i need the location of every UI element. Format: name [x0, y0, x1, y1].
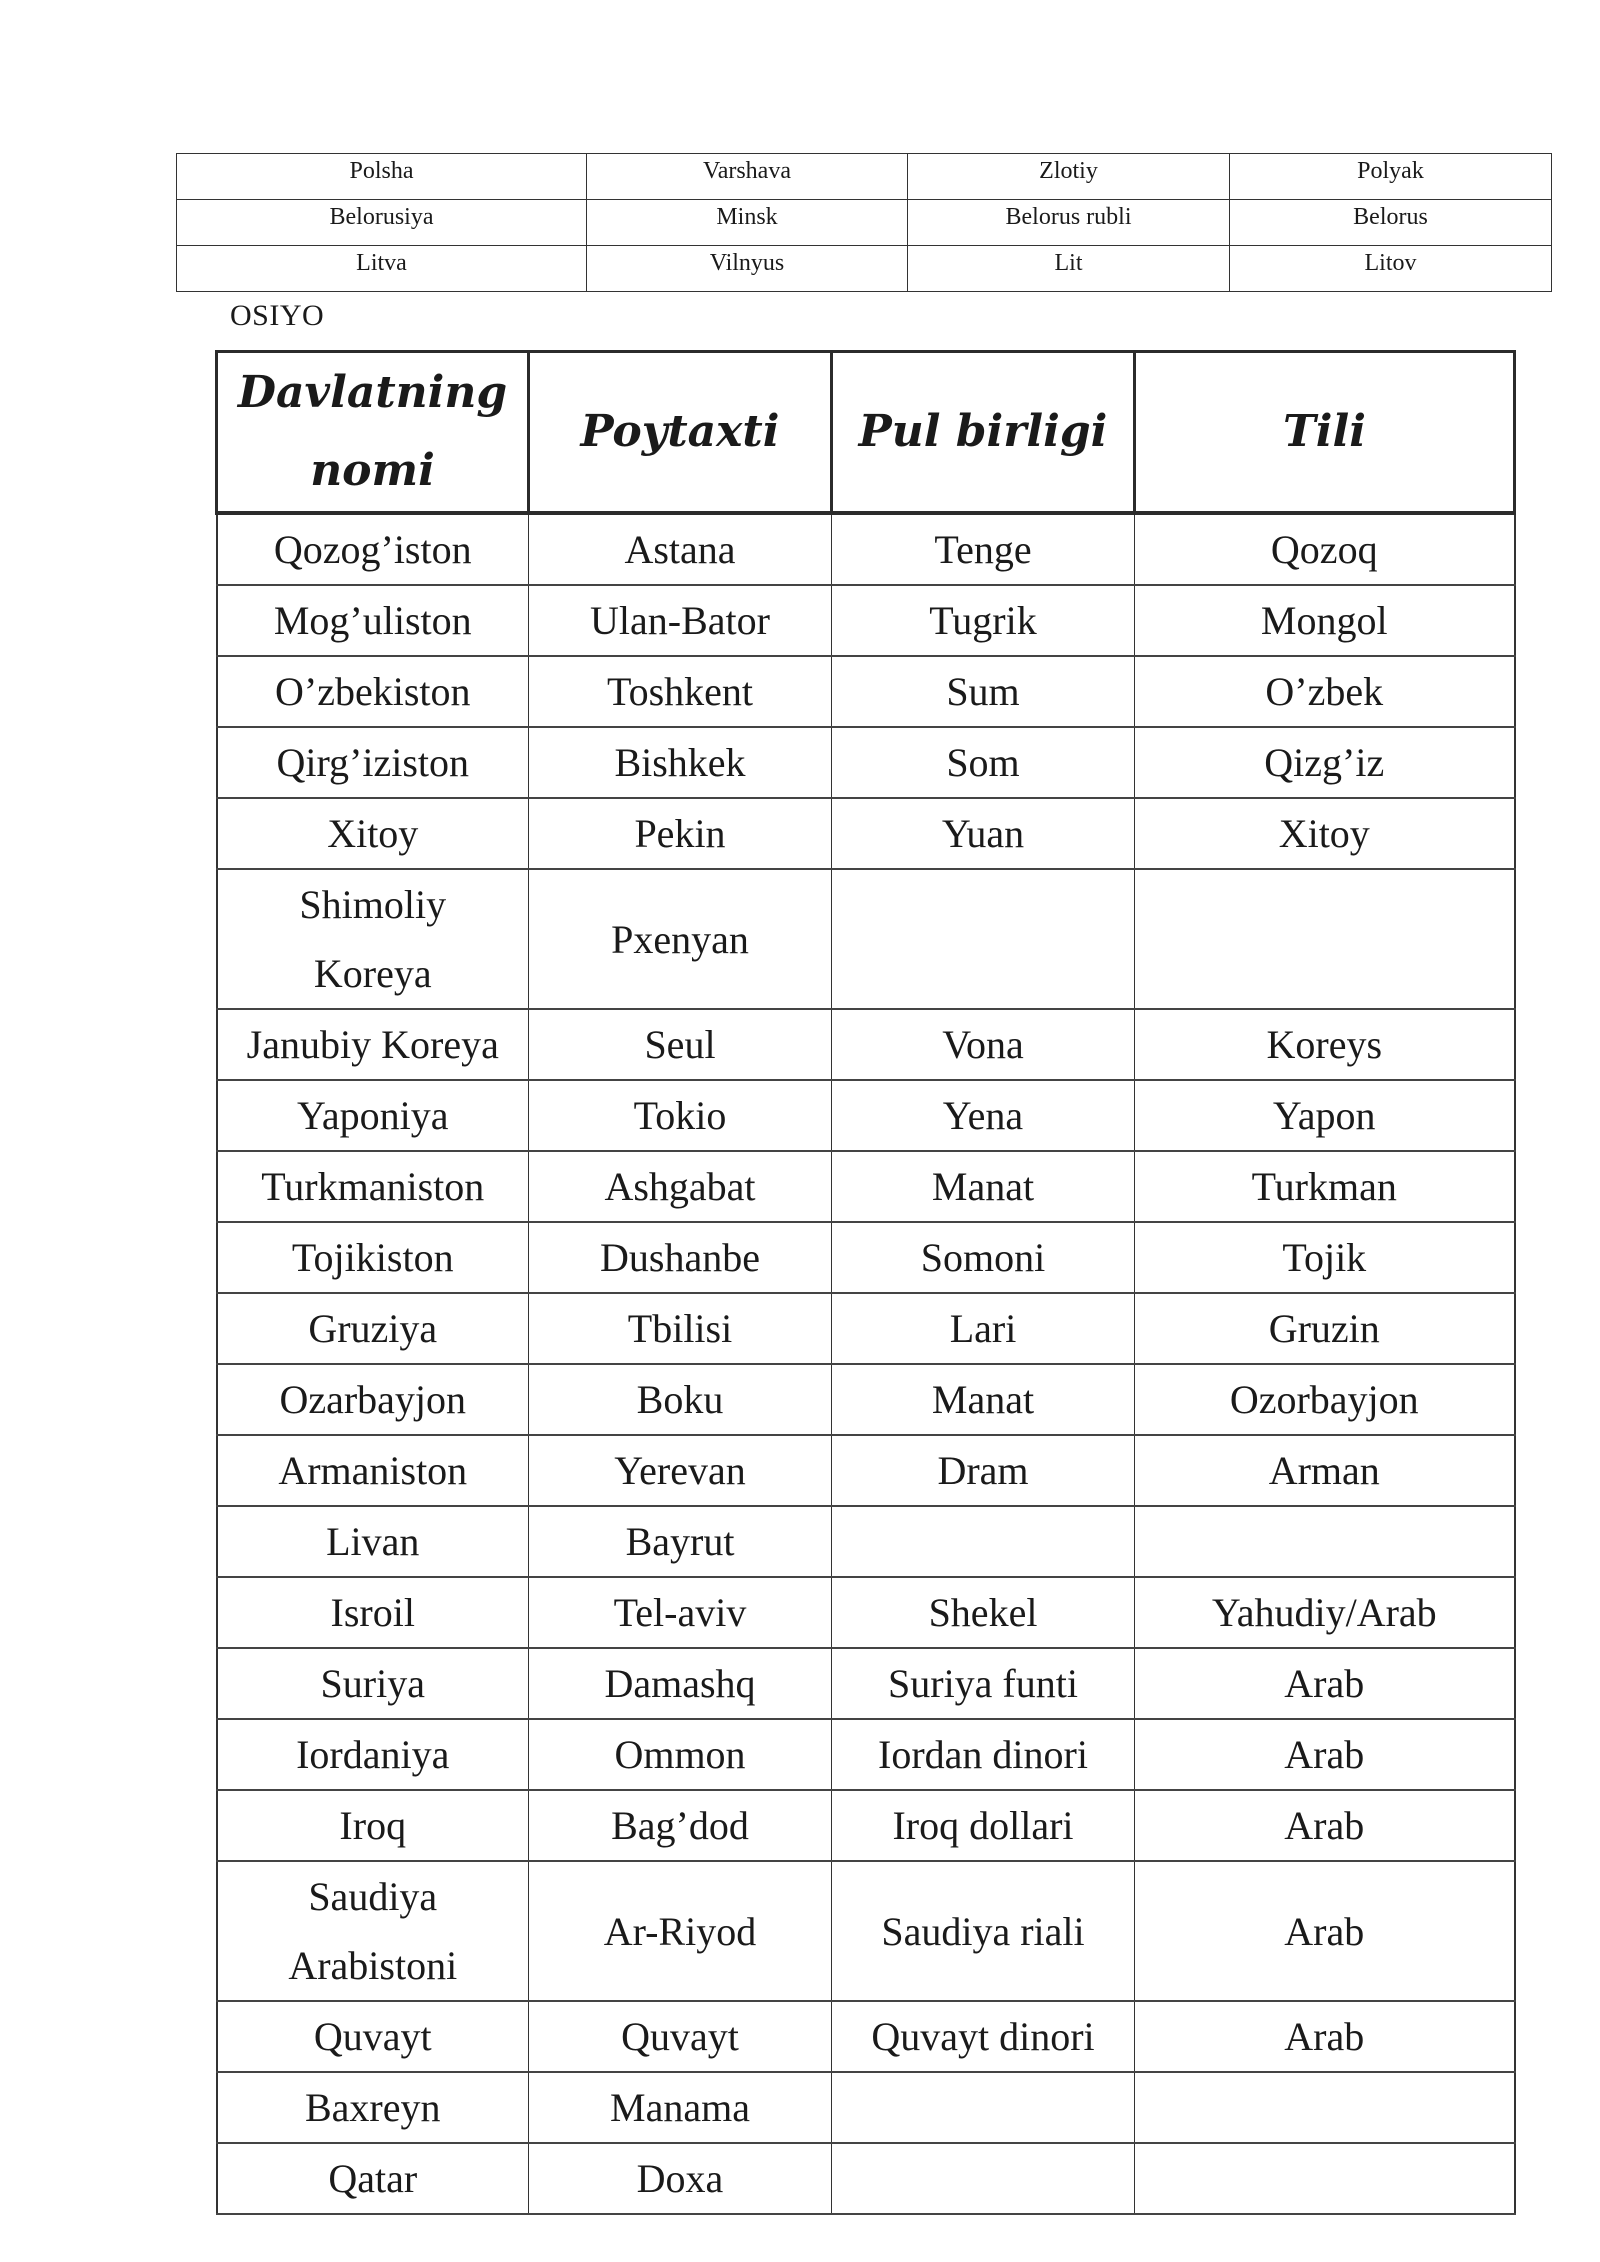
- country-cell: Isroil: [217, 1577, 529, 1648]
- currency-cell: Saudiya riali: [832, 1861, 1135, 2001]
- currency-cell: Manat: [832, 1151, 1135, 1222]
- country-cell: Tojikiston: [217, 1222, 529, 1293]
- language-cell: Arab: [1135, 1648, 1515, 1719]
- capital-cell: Astana: [529, 513, 832, 585]
- table-row: [217, 1151, 1515, 1222]
- currency-cell: Lari: [832, 1293, 1135, 1364]
- country-cell: Qatar: [217, 2143, 529, 2214]
- currency-cell: [832, 2143, 1135, 2214]
- language-cell: O’zbek: [1135, 656, 1515, 727]
- language-cell: Gruzin: [1135, 1293, 1515, 1364]
- currency-cell: Iroq dollari: [832, 1790, 1135, 1861]
- table-row: [217, 1222, 1515, 1293]
- column-header-capital: Poytaxti: [529, 352, 832, 514]
- table-row: [217, 1790, 1515, 1861]
- currency-cell: Suriya funti: [832, 1648, 1135, 1719]
- country-cell: Iroq: [217, 1790, 529, 1861]
- capital-cell: Boku: [529, 1364, 832, 1435]
- table-row: [177, 246, 1552, 292]
- country-cell: Janubiy Koreya: [217, 1009, 529, 1080]
- capital-cell: Bag’dod: [529, 1790, 832, 1861]
- currency-cell: Yuan: [832, 798, 1135, 869]
- capital-cell: Pekin: [529, 798, 832, 869]
- table-row: [217, 1009, 1515, 1080]
- language-cell: Arab: [1135, 1790, 1515, 1861]
- table-row: [217, 2001, 1515, 2072]
- language-cell: Polyak: [1230, 154, 1552, 200]
- table-header-row: [217, 352, 1515, 514]
- language-cell: Yapon: [1135, 1080, 1515, 1151]
- currency-cell: Somoni: [832, 1222, 1135, 1293]
- country-cell: Saudiya Arabistoni: [217, 1861, 529, 2001]
- capital-cell: Minsk: [587, 200, 908, 246]
- capital-cell: Tbilisi: [529, 1293, 832, 1364]
- country-cell: Belorusiya: [177, 200, 587, 246]
- country-cell: Litva: [177, 246, 587, 292]
- table-row: [217, 1861, 1515, 2001]
- table-row: [217, 1719, 1515, 1790]
- column-header-country: Davlatning nomi: [217, 352, 529, 514]
- country-cell: Iordaniya: [217, 1719, 529, 1790]
- table-row: [217, 1293, 1515, 1364]
- currency-cell: Vona: [832, 1009, 1135, 1080]
- country-cell: Livan: [217, 1506, 529, 1577]
- language-cell: Arab: [1135, 2001, 1515, 2072]
- column-header-currency: Pul birligi: [832, 352, 1135, 514]
- country-cell: Armaniston: [217, 1435, 529, 1506]
- capital-cell: Damashq: [529, 1648, 832, 1719]
- language-cell: Mongol: [1135, 585, 1515, 656]
- capital-cell: Tokio: [529, 1080, 832, 1151]
- language-cell: [1135, 2072, 1515, 2143]
- currency-cell: Lit: [908, 246, 1230, 292]
- table-row: [217, 1577, 1515, 1648]
- table-row: [217, 1648, 1515, 1719]
- language-cell: [1135, 1506, 1515, 1577]
- currency-cell: [832, 2072, 1135, 2143]
- capital-cell: Yerevan: [529, 1435, 832, 1506]
- table-row: [217, 727, 1515, 798]
- currency-cell: Manat: [832, 1364, 1135, 1435]
- asia-countries-table: [215, 350, 1516, 2215]
- capital-cell: Ar-Riyod: [529, 1861, 832, 2001]
- capital-cell: Bishkek: [529, 727, 832, 798]
- country-cell: Turkmaniston: [217, 1151, 529, 1222]
- language-cell: Arab: [1135, 1719, 1515, 1790]
- currency-cell: Iordan dinori: [832, 1719, 1135, 1790]
- currency-cell: Quvayt dinori: [832, 2001, 1135, 2072]
- country-cell: Quvayt: [217, 2001, 529, 2072]
- capital-cell: Ashgabat: [529, 1151, 832, 1222]
- table-row: [217, 798, 1515, 869]
- currency-cell: Tugrik: [832, 585, 1135, 656]
- language-cell: [1135, 869, 1515, 1009]
- country-cell: Yaponiya: [217, 1080, 529, 1151]
- column-header-language: Tili: [1135, 352, 1515, 514]
- currency-cell: Yena: [832, 1080, 1135, 1151]
- currency-cell: Dram: [832, 1435, 1135, 1506]
- language-cell: Turkman: [1135, 1151, 1515, 1222]
- country-cell: O’zbekiston: [217, 656, 529, 727]
- capital-cell: Toshkent: [529, 656, 832, 727]
- currency-cell: Zlotiy: [908, 154, 1230, 200]
- capital-cell: Quvayt: [529, 2001, 832, 2072]
- capital-cell: Ulan-Bator: [529, 585, 832, 656]
- language-cell: Qizg’iz: [1135, 727, 1515, 798]
- table-row: [217, 2072, 1515, 2143]
- country-cell: Shimoliy Koreya: [217, 869, 529, 1009]
- language-cell: Arab: [1135, 1861, 1515, 2001]
- language-cell: Qozoq: [1135, 513, 1515, 585]
- section-heading-asia: OSIYO: [230, 299, 325, 332]
- country-cell: Suriya: [217, 1648, 529, 1719]
- capital-cell: Bayrut: [529, 1506, 832, 1577]
- capital-cell: Pxenyan: [529, 869, 832, 1009]
- currency-cell: Som: [832, 727, 1135, 798]
- europe-countries-table: [176, 153, 1552, 292]
- country-cell: Gruziya: [217, 1293, 529, 1364]
- language-cell: [1135, 2143, 1515, 2214]
- currency-cell: Tenge: [832, 513, 1135, 585]
- currency-cell: [832, 869, 1135, 1009]
- capital-cell: Ommon: [529, 1719, 832, 1790]
- table-row: [217, 869, 1515, 1009]
- table-row: [217, 585, 1515, 656]
- table-row: [217, 1435, 1515, 1506]
- country-cell: Xitoy: [217, 798, 529, 869]
- country-cell: Ozarbayjon: [217, 1364, 529, 1435]
- table-row: [217, 1080, 1515, 1151]
- currency-cell: [832, 1506, 1135, 1577]
- table-row: [177, 154, 1552, 200]
- currency-cell: Belorus rubli: [908, 200, 1230, 246]
- capital-cell: Varshava: [587, 154, 908, 200]
- capital-cell: Seul: [529, 1009, 832, 1080]
- table-row: [217, 656, 1515, 727]
- language-cell: Belorus: [1230, 200, 1552, 246]
- table-row: [217, 2143, 1515, 2214]
- capital-cell: Manama: [529, 2072, 832, 2143]
- language-cell: Tojik: [1135, 1222, 1515, 1293]
- table-row: [217, 1506, 1515, 1577]
- capital-cell: Dushanbe: [529, 1222, 832, 1293]
- asia-table-body: [217, 513, 1515, 2214]
- language-cell: Xitoy: [1135, 798, 1515, 869]
- capital-cell: Vilnyus: [587, 246, 908, 292]
- table-row: [217, 513, 1515, 585]
- language-cell: Arman: [1135, 1435, 1515, 1506]
- country-cell: Mog’uliston: [217, 585, 529, 656]
- currency-cell: Shekel: [832, 1577, 1135, 1648]
- currency-cell: Sum: [832, 656, 1135, 727]
- country-cell: Qozog’iston: [217, 513, 529, 585]
- language-cell: Litov: [1230, 246, 1552, 292]
- table-row: [177, 200, 1552, 246]
- country-cell: Qirg’iziston: [217, 727, 529, 798]
- capital-cell: Doxa: [529, 2143, 832, 2214]
- table-row: [217, 1364, 1515, 1435]
- capital-cell: Tel-aviv: [529, 1577, 832, 1648]
- country-cell: Baxreyn: [217, 2072, 529, 2143]
- country-cell: Polsha: [177, 154, 587, 200]
- language-cell: Koreys: [1135, 1009, 1515, 1080]
- language-cell: Yahudiy/Arab: [1135, 1577, 1515, 1648]
- language-cell: Ozorbayjon: [1135, 1364, 1515, 1435]
